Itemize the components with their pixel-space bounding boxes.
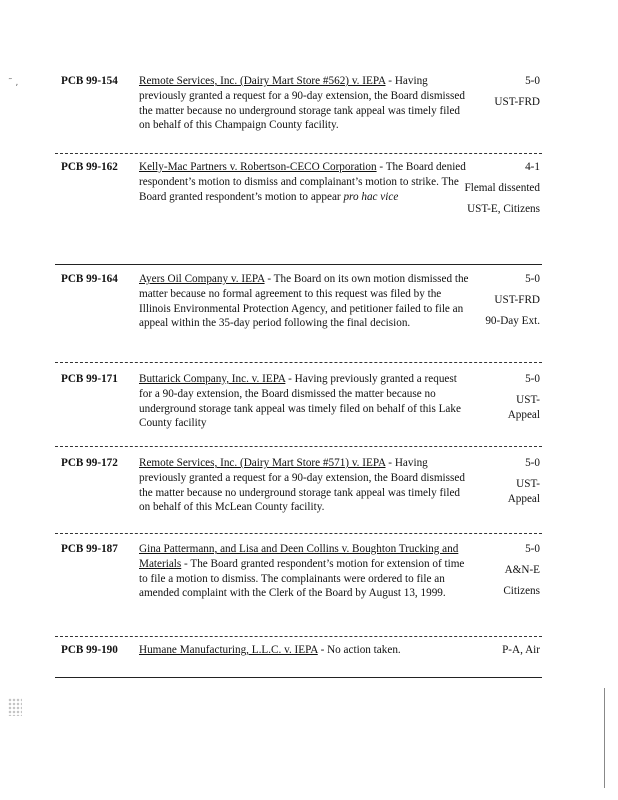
case-description: [139, 643, 471, 658]
entry-divider: [55, 264, 542, 265]
case-description: [139, 74, 471, 133]
case-type: UST-FRD: [494, 293, 540, 306]
vote-column: [460, 272, 540, 328]
vote-column: [460, 160, 540, 216]
vote-column: [460, 542, 540, 598]
margin-mark: ˜ ‚: [8, 78, 19, 88]
vote-count: 5-0: [525, 373, 540, 385]
vote-count: 5-0: [525, 543, 540, 555]
case-number: PCB 99-187: [61, 543, 118, 555]
case-text: - No action taken.: [317, 644, 401, 656]
case-type: UST-Appeal: [507, 477, 540, 505]
vote-count: 5-0: [525, 457, 540, 469]
entry-divider: [55, 153, 542, 154]
case-description: [139, 272, 471, 331]
case-text: - Having previously granted a request for a 90-day extension, the Board dismissed the matter because no underground storage tank appeal was timely filed on behalf of this Lake County facility: [139, 373, 461, 430]
case-type: UST-E, Citizens: [467, 202, 540, 215]
entry-divider: [55, 446, 542, 447]
case-type: A&N-E: [504, 563, 540, 576]
case-description: [139, 372, 471, 431]
case-description: [139, 542, 471, 601]
case-number: PCB 99-164: [61, 273, 118, 285]
case-number: PCB 99-154: [61, 75, 118, 87]
case-title: Gina Pattermann, and Lisa and Deen Collins v. Boughton Trucking and Materials: [139, 543, 459, 570]
case-number: PCB 99-162: [61, 161, 118, 173]
case-description: [139, 160, 471, 204]
case-note: 90-Day Ext.: [485, 314, 540, 327]
case-description: [139, 456, 471, 515]
case-title: Humane Manufacturing, L.L.C. v. IEPA: [139, 644, 318, 656]
case-title: Ayers Oil Company v. IEPA: [139, 273, 265, 285]
case-text: - Having previously granted a request for a 90-day extension, the Board dismissed the matter because no underground storage tank appeal was timely filed on behalf of this Champaign County facility.: [139, 75, 465, 132]
case-type: P-A, Air: [502, 644, 540, 656]
scan-speckle: [8, 698, 22, 716]
vote-column: [460, 372, 540, 422]
case-number: PCB 99-190: [61, 644, 118, 656]
entry-divider: [55, 362, 542, 363]
case-title: Remote Services, Inc. (Dairy Mart Store #571) v. IEPA: [139, 457, 386, 469]
case-title: Remote Services, Inc. (Dairy Mart Store #562) v. IEPA: [139, 75, 386, 87]
entry-divider: [55, 677, 542, 678]
vote-column: [460, 643, 540, 658]
case-type: UST-Appeal: [507, 393, 540, 421]
case-note: Citizens: [503, 584, 540, 597]
vote-count: 5-0: [525, 75, 540, 87]
case-text: - The Board on its own motion dismissed the matter because no formal agreement to this request was filed by the Illinois Environmental Protection Agency, and petitioner failed to file an appeal within the 35-day period following the final decision.: [139, 273, 469, 330]
case-text: - The Board granted respondent’s motion for extension of time to file a motion to dismiss. The complainants were ordered to file an amended complaint with the Clerk of the Board by August 13, 1999.: [139, 557, 465, 600]
case-number: PCB 99-171: [61, 373, 118, 385]
scan-edge-line: [604, 688, 605, 788]
dissent-note: Flemal dissented: [464, 181, 540, 194]
vote-count: 5-0: [525, 273, 540, 285]
case-number: PCB 99-172: [61, 457, 118, 469]
case-type: UST-FRD: [494, 95, 540, 108]
case-title: Kelly-Mac Partners v. Robertson-CECO Corporation: [139, 161, 377, 173]
vote-column: [460, 456, 540, 506]
entry-divider: [55, 636, 542, 637]
entry-divider: [55, 533, 542, 534]
vote-column: [460, 74, 540, 110]
vote-count: 4-1: [525, 161, 540, 173]
case-text: - The Board denied respondent’s motion to dismiss and complainant’s motion to strike. The Board granted respondent’s motion to appear: [139, 161, 466, 203]
case-text: - Having previously granted a request for a 90-day extension, the Board dismissed the matter because no underground storage tank appeal was timely filed on behalf of this McLean County facility.: [139, 457, 465, 514]
case-title: Buttarick Company, Inc. v. IEPA: [139, 373, 286, 385]
case-text-italic: pro hac vice: [343, 190, 399, 203]
